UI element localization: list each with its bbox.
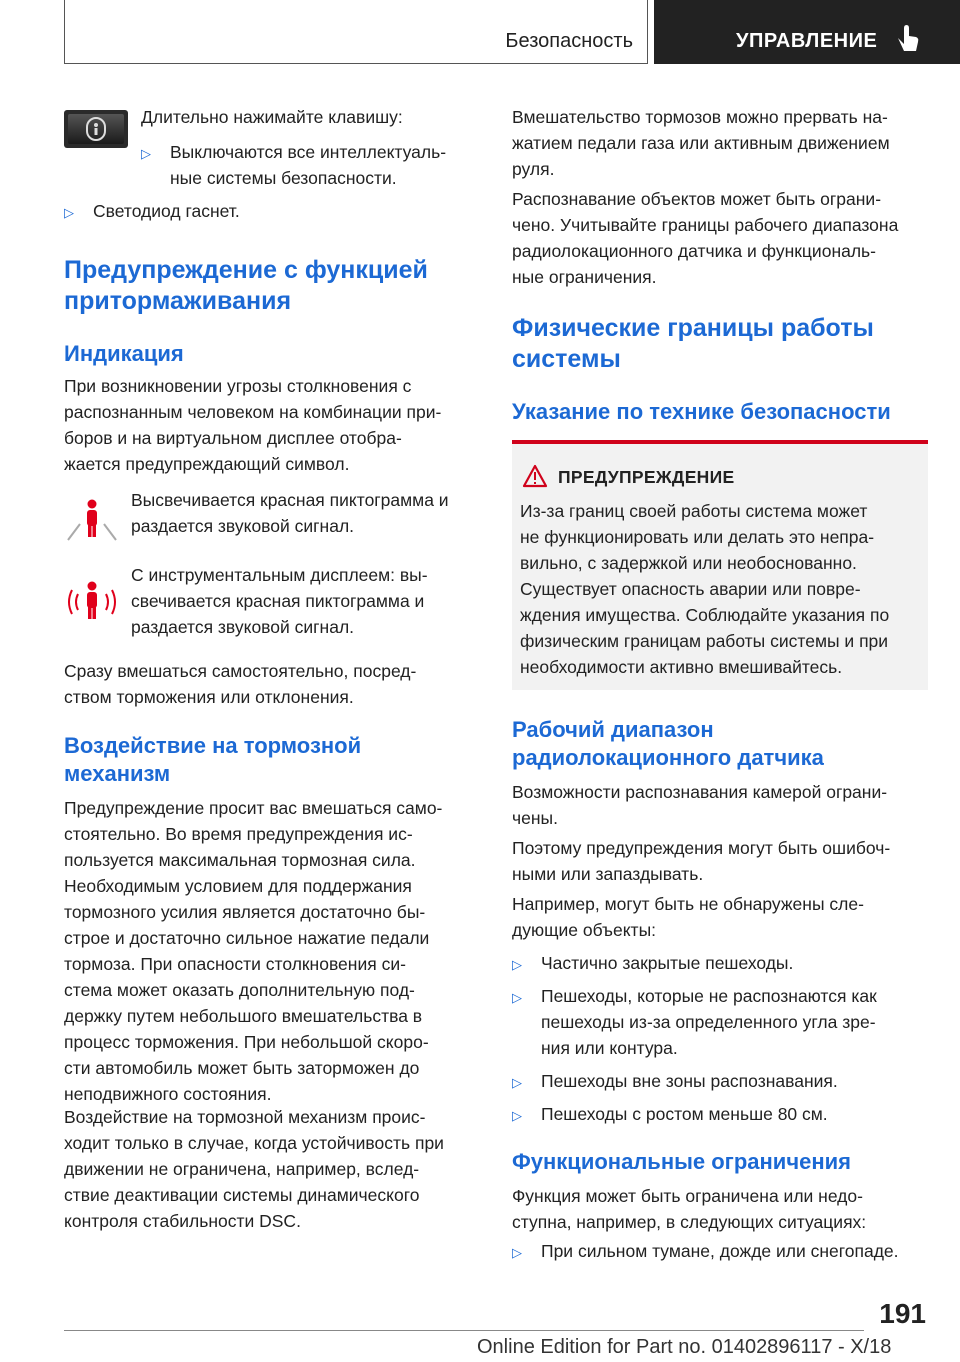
- hand-pointer-icon: [894, 24, 920, 52]
- text-line: ными или запаздывать.: [512, 864, 704, 884]
- bullet-text: ные системы безопасности.: [170, 168, 397, 188]
- text-line: Функция может быть ограничена или недо-: [512, 1186, 863, 1206]
- text-line: раздается звуковой сигнал.: [131, 617, 355, 637]
- text-line: строе и достаточно сильное нажатие педали: [64, 928, 430, 948]
- text-line: дующие объекты:: [512, 920, 657, 940]
- text-line: Необходимым условием для поддержания: [64, 876, 412, 896]
- header-chapter-box: [654, 0, 960, 64]
- subsection-heading: Функциональные ограничения: [512, 1149, 851, 1174]
- text-line: контроля стабильности DSC.: [64, 1211, 301, 1231]
- function-paragraph: [512, 1183, 866, 1235]
- text-line: пользуется максимальная тормозная сила.: [64, 850, 416, 870]
- text-line: тормозного усилия является достаточно бы-: [64, 902, 426, 922]
- text-line: боров и на виртуальном дисплее отобра-: [64, 428, 402, 448]
- warning-box: [512, 440, 928, 690]
- bullet-triangle-icon: ▷: [141, 146, 151, 161]
- bullet-text: Пешеходы с ростом меньше 80 см.: [541, 1104, 828, 1124]
- action-paragraph: [64, 658, 416, 710]
- text-line: Возможности распознавания камерой ограни-: [512, 782, 888, 802]
- bullet-text: Светодиод гаснет.: [93, 201, 240, 221]
- footer-edition: Online Edition for Part no. 01402896117 - X/18: [477, 1336, 892, 1358]
- text-line: ходит только в случае, когда устойчивость при: [64, 1133, 444, 1153]
- header-section-box: [64, 0, 648, 64]
- text-line: Например, могут быть не обнаружены сле-: [512, 894, 864, 914]
- text-line: Существует опасность аварии или повре-: [520, 579, 861, 599]
- indication-paragraph: [64, 373, 441, 477]
- text-line: необходимости активно вмешивайтесь.: [520, 657, 843, 677]
- text-line: Сразу вмешаться самостоятельно, посред-: [64, 661, 417, 681]
- text-line: процесс торможения. При небольшой скоро-: [64, 1032, 429, 1052]
- bullet-text: Частично закрытые пешеходы.: [541, 953, 794, 973]
- text-line: распознанным человеком на комбинации при-: [64, 402, 442, 422]
- safety-button-icon: [84, 116, 108, 142]
- text-line: тормоза. При опасности столкновения си-: [64, 954, 406, 974]
- bullet-text: Пешеходы, которые не распознаются как: [541, 986, 877, 1006]
- text-line: раздается звуковой сигнал.: [131, 516, 355, 536]
- text-line: ные ограничения.: [512, 267, 657, 287]
- text-line: стема может оказать дополнительную под-: [64, 980, 415, 1000]
- bullet-text: Пешеходы вне зоны распознавания.: [541, 1071, 838, 1091]
- bullet-text: Выключаются все интеллектуаль-: [170, 142, 447, 162]
- subsection-heading: Указание по технике безопасности: [512, 399, 891, 424]
- range-paragraph-2: [512, 835, 890, 887]
- range-paragraph-3: [512, 891, 864, 943]
- bullet-text: пешеходы из-за определенного угла зре-: [541, 1012, 876, 1032]
- text-line: Из-за границ своей работы система может: [520, 501, 868, 521]
- text-line: не функционировать или делать это непра-: [520, 527, 875, 547]
- text-line: чены.: [512, 808, 558, 828]
- bullet-text: При сильном тумане, дожде или снегопаде.: [541, 1241, 899, 1261]
- text-line: Вмешательство тормозов можно прервать на-: [512, 107, 888, 127]
- text-line: неподвижного состояния.: [64, 1084, 272, 1104]
- pedestrian-sound-icon: [66, 580, 118, 622]
- warning-text: [520, 498, 889, 680]
- text-line: Воздействие на тормозной механизм проис-: [64, 1107, 426, 1127]
- subsection-heading: радиолокационного датчика: [512, 745, 824, 770]
- pedestrian-warning-icon: [66, 494, 118, 544]
- page-number: 191: [879, 1298, 926, 1329]
- section-heading: Предупреждение с функцией: [64, 256, 428, 284]
- text-line: ством торможения или отклонения.: [64, 687, 354, 707]
- subsection-heading: Воздействие на тормозной: [64, 733, 362, 758]
- text-line: свечивается красная пиктограмма и: [131, 591, 425, 611]
- text-line: жается предупреждающий символ.: [64, 454, 350, 474]
- header-section-title: Безопасность: [505, 30, 633, 52]
- text-line: сти автомобиль может быть заторможен до: [64, 1058, 420, 1078]
- text-line: ствие деактивации системы динамического: [64, 1185, 420, 1205]
- footer-divider: [64, 1330, 864, 1331]
- text-line: стоятельно. Во время предупреждения ис-: [64, 824, 413, 844]
- brake-paragraph: [64, 795, 442, 1107]
- text-line: Поэтому предупреждения могут быть ошибоч-: [512, 838, 891, 858]
- text-line: радиолокационного датчика и функциональ-: [512, 241, 876, 261]
- text-line: чено. Учитывайте границы рабочего диапазона: [512, 215, 899, 235]
- subsection-heading: механизм: [64, 761, 171, 786]
- text-line: Распознавание объектов может быть ограни-: [512, 189, 882, 209]
- button-illustration: [64, 110, 128, 148]
- text-line: ждения имущества. Соблюдайте указания по: [520, 605, 890, 625]
- text-line: Предупреждение просит вас вмешаться само-: [64, 798, 443, 818]
- bullet-triangle-icon: ▷: [512, 1108, 522, 1123]
- text-line: Высвечивается красная пиктограмма и: [131, 490, 449, 510]
- text-line: С инструментальным дисплеем: вы-: [131, 565, 428, 585]
- bullet-triangle-icon: ▷: [512, 957, 522, 972]
- icon-description: [131, 487, 449, 539]
- bullet-triangle-icon: ▷: [512, 1245, 522, 1260]
- text-line: При возникновении угрозы столкновения с: [64, 376, 412, 396]
- text-line: ступна, например, в следующих ситуациях:: [512, 1212, 867, 1232]
- section-heading: Физические границы работы: [512, 314, 874, 342]
- icon-description: [131, 562, 428, 640]
- text-line: держку путем небольшого вмешательства в: [64, 1006, 423, 1026]
- range-paragraph: [512, 779, 887, 831]
- text-line: вильно, с задержкой или необоснованно.: [520, 553, 857, 573]
- section-heading: системы: [512, 345, 621, 373]
- text-line: руля.: [512, 159, 555, 179]
- limits-paragraph: [512, 186, 898, 290]
- press-button-text: Длительно нажимайте клавишу:: [141, 107, 403, 127]
- subsection-heading: Рабочий диапазон: [512, 717, 714, 742]
- text-line: жатием педали газа или активным движением: [512, 133, 890, 153]
- section-heading: притормаживания: [64, 287, 292, 315]
- bullet-triangle-icon: ▷: [512, 990, 522, 1005]
- subsection-heading: Индикация: [64, 341, 184, 366]
- bullet-triangle-icon: ▷: [64, 205, 74, 220]
- brake-paragraph-2: [64, 1104, 444, 1234]
- header-chapter-title: УПРАВЛЕНИЕ: [736, 30, 878, 52]
- text-line: движении не ограничена, например, вслед-: [64, 1159, 420, 1179]
- warning-title: ПРЕДУПРЕЖДЕНИЕ: [558, 467, 735, 487]
- text-line: физическим границам работы системы и при: [520, 631, 889, 651]
- bullet-text: ния или контура.: [541, 1038, 678, 1058]
- intervention-paragraph: [512, 104, 890, 182]
- bullet-triangle-icon: ▷: [512, 1075, 522, 1090]
- warning-triangle-icon: [522, 464, 548, 488]
